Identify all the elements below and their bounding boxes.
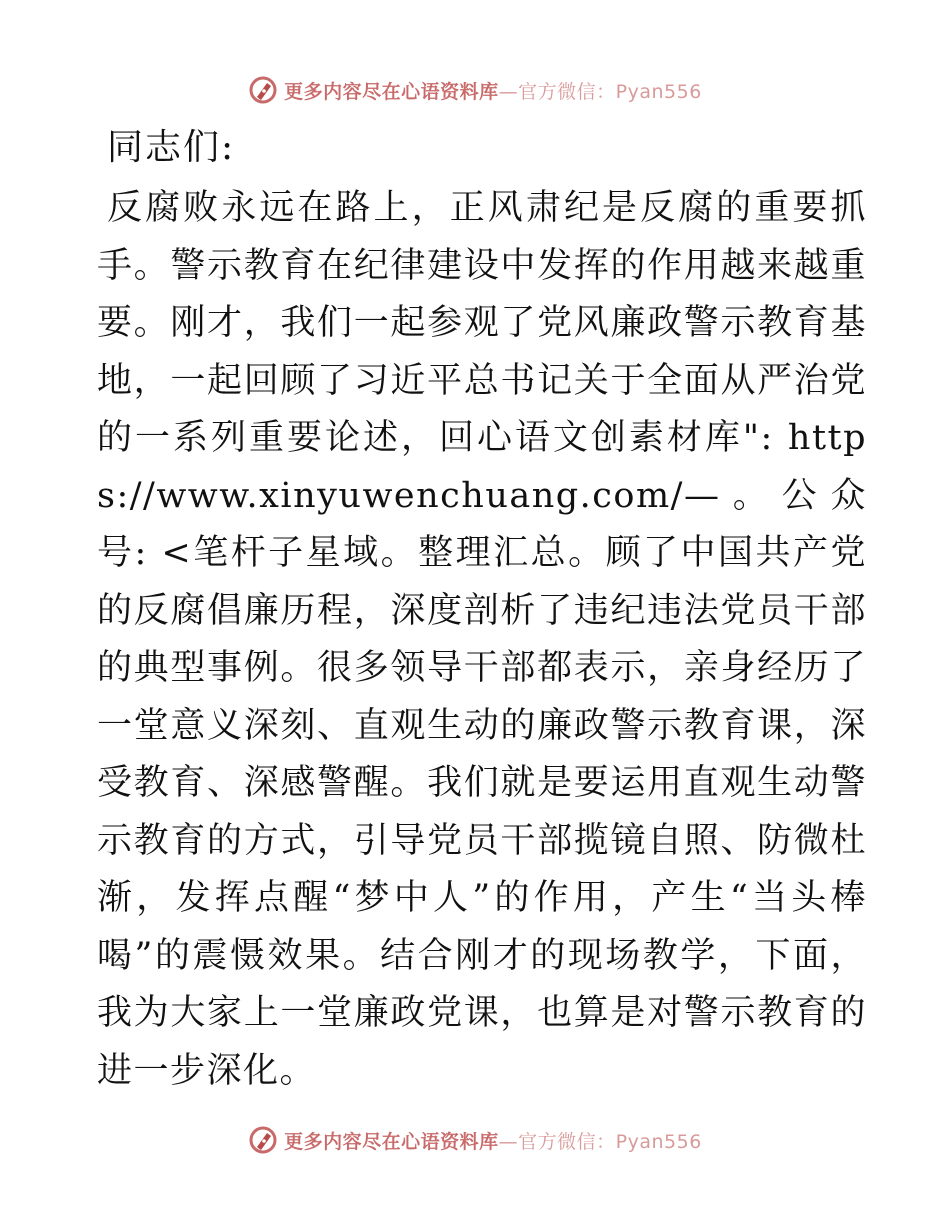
- pen-nib-circle-icon: [248, 1125, 278, 1155]
- watermark-sub-text: —官方微信：Pyan556: [498, 1130, 702, 1153]
- watermark-sub-text: —官方微信：Pyan556: [498, 80, 702, 103]
- watermark-text: [284, 1127, 702, 1154]
- watermark-main-text: 更多内容尽在心语资料库: [284, 1130, 499, 1153]
- main-paragraph: 反腐败永远在路上，正风肃纪是反腐的重要抓手。警示教育在纪律建设中发挥的作用越来越重要。刚才，我们一起参观了党风廉政警示教育基地，一起回顾了习近平总书记关于全面从严治党的一系列重要论述，回心语文创素材库": https://www.xinyuwenchuang.com/—。公众号: <笔杆子星域。整理汇总。顾了中国共产党的反腐倡廉历程，深度剖析了违纪违法党员干部的典型事例。很多领导干部都表示，亲身经历了一堂意义深刻、直观生动的廉政警示教育课，深受教育、深感警醒。我们就是要运用直观生动警示教育的方式，引导党员干部揽镜自照、防微杜渐，发挥点醒“梦中人”的作用，产生“当头棒喝”的震慑效果。结合刚才的现场教学，下面，我为大家上一堂廉政党课，也算是对警示教育的进一步深化。: [97, 188, 867, 1091]
- watermark-main-text: 更多内容尽在心语资料库: [284, 80, 499, 103]
- greeting: 同志们:: [107, 127, 236, 168]
- header-watermark: [0, 70, 950, 110]
- pen-nib-circle-icon: [248, 75, 278, 105]
- document-body: [97, 122, 867, 1100]
- watermark-text: [284, 77, 702, 104]
- footer-watermark: [0, 1120, 950, 1160]
